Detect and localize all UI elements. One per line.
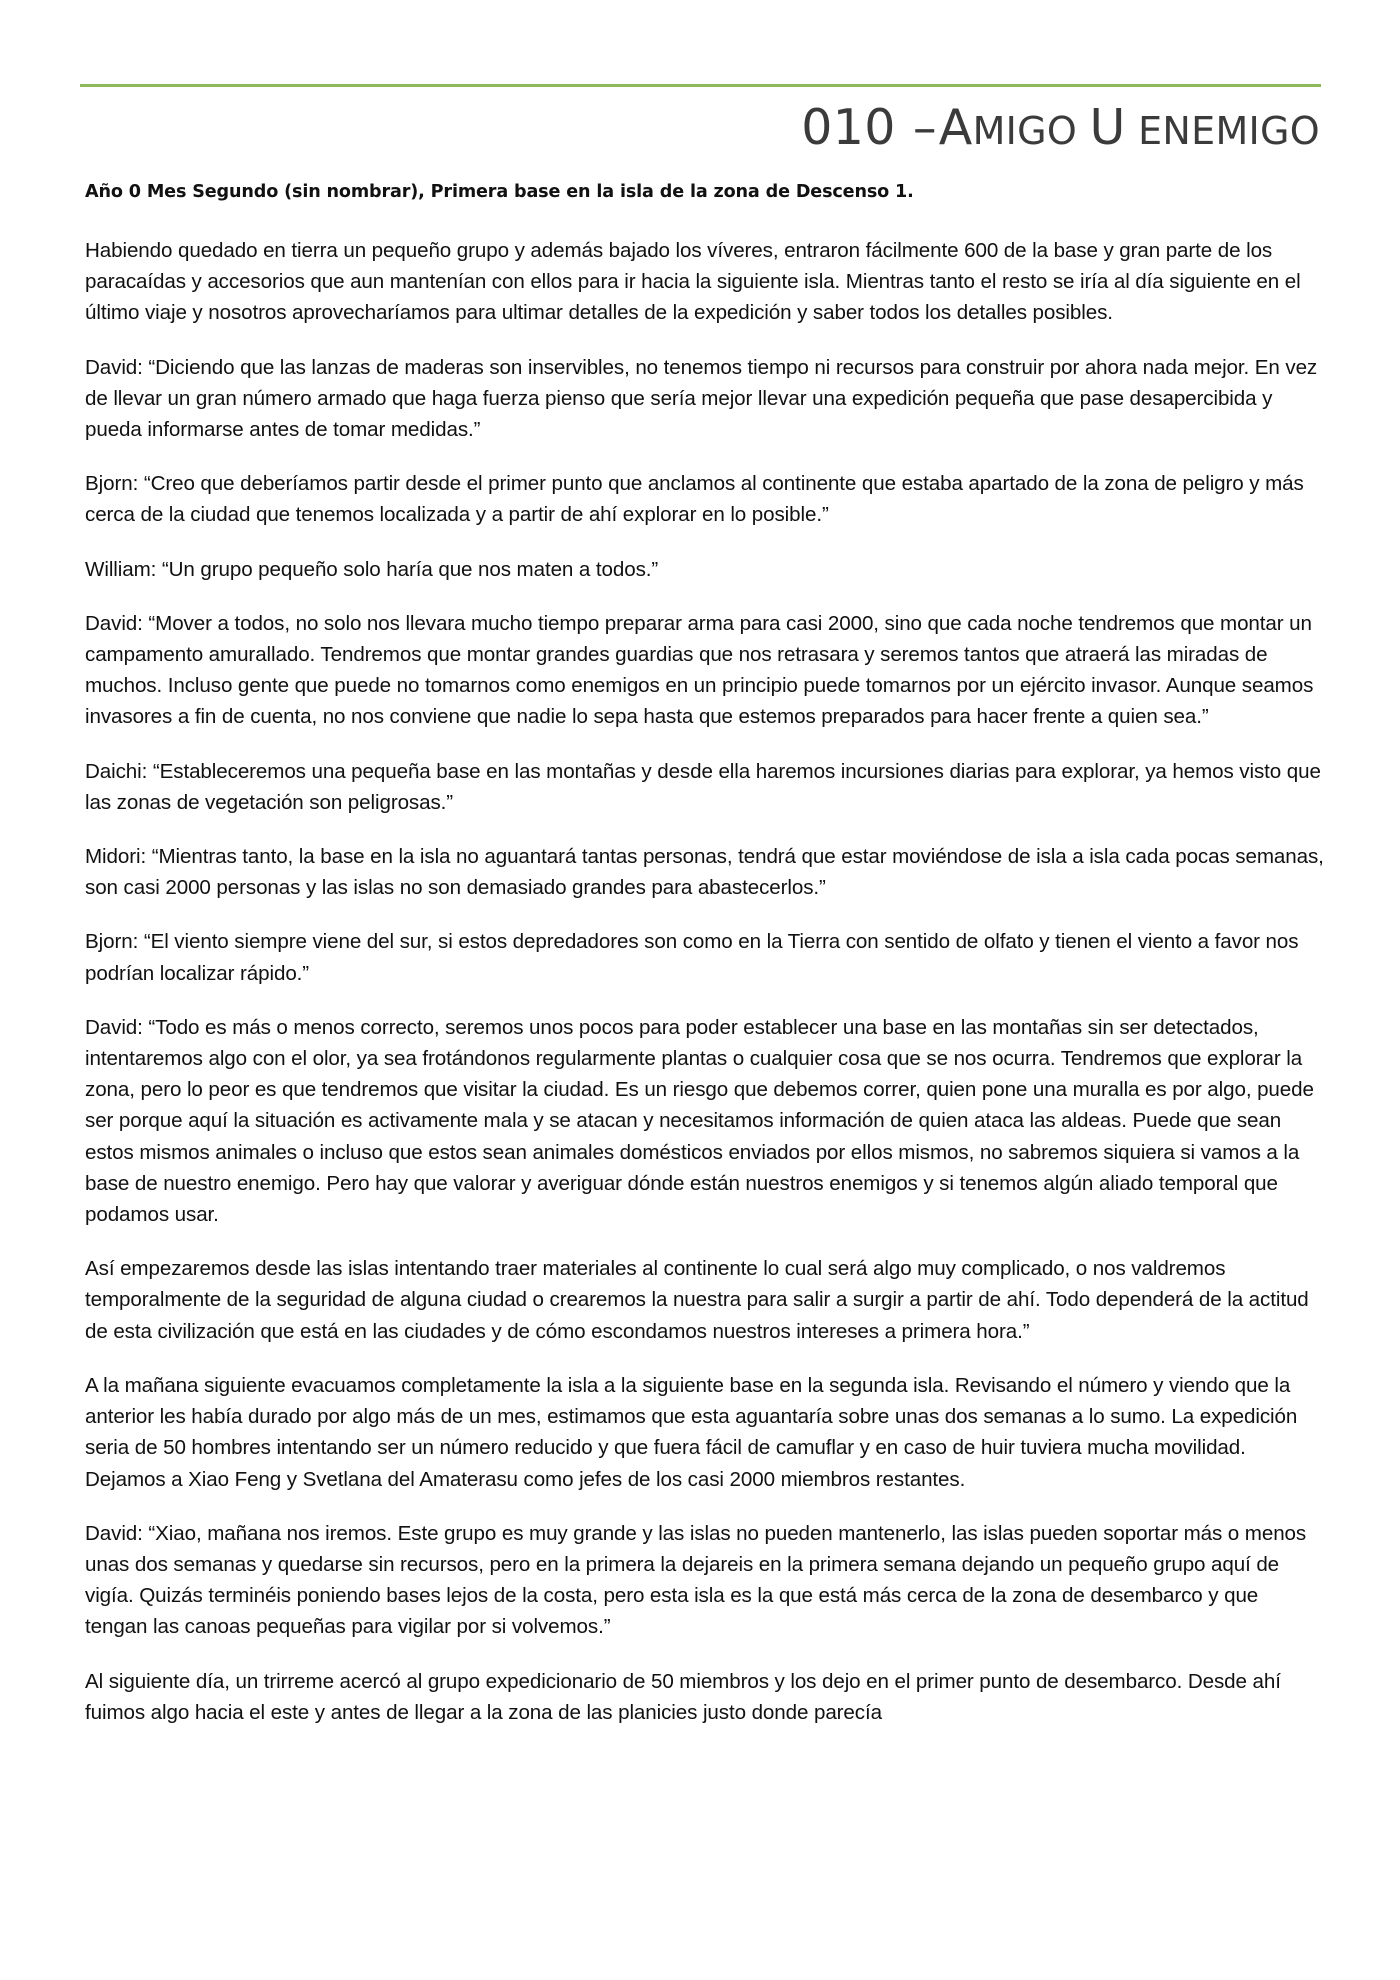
paragraph: David: “Diciendo que las lanzas de maderas son inservibles, no tenemos tiempo ni recursos para construir por ahora nada mejor. En vez de llevar un gran número armado que haga fuerza pienso que sería mejor llevar una expedición pequeña que pase desapercibida y pueda informarse antes de tomar medidas.” bbox=[85, 355, 1318, 442]
title-word-1: MIGO bbox=[972, 109, 1090, 153]
chapter-subtitle: Año 0 Mes Segundo (sin nombrar), Primera base en la isla de la zona de Descenso 1. bbox=[85, 182, 914, 202]
title-initial: A bbox=[938, 99, 973, 156]
title-word-2: U bbox=[1089, 99, 1126, 156]
paragraph: David: “Xiao, mañana nos iremos. Este grupo es muy grande y las islas no pueden mantenerlo, las islas pueden soportar más o menos unas dos semanas y quedarse sin recursos, pero en la primera la dejareis en la primera semana dejando un pequeño grupo aquí de vigía. Quizás terminéis poniendo bases lejos de la costa, pero esta isla es la que está más cerca de la zona de desembarco y que tengan las canoas pequeñas para vigilar por si volvemos.” bbox=[85, 1521, 1307, 1639]
paragraph: Habiendo quedado en tierra un pequeño grupo y además bajado los víveres, entraron fácilmente 600 de la base y gran parte de los paracaídas y accesorios que aun mantenían con ellos para ir hacia la siguiente isla. Mientras tanto el resto se iría al día siguiente en el último viaje y nosotros aprovecharíamos para ultimar detalles de la expedición y saber todos los detalles posibles. bbox=[85, 239, 1301, 325]
paragraph: Bjorn: “Creo que deberíamos partir desde el primer punto que anclamos al continente que estaba apartado de la zona de peligro y más cerca de la ciudad que tenemos localizada y a partir de ahí explorar en lo posible.” bbox=[85, 472, 1304, 527]
paragraph: David: “Mover a todos, no solo nos llevara mucho tiempo preparar arma para casi 2000, sino que cada noche tendremos que montar un campamento amurallado. Tendremos que montar grandes guardias que nos retrasara y seremos tantos que atraerá las miradas de muchos. Incluso gente que puede no tomarnos como enemigos en un principio puede tomarnos por un ejército invasor. Aunque seamos invasores a fin de cuenta, no nos conviene que nadie lo sepa hasta que estemos preparados para hacer frente a quien sea.” bbox=[85, 611, 1314, 729]
header-rule bbox=[80, 84, 1321, 87]
paragraph: Daichi: “Estableceremos una pequeña base en las montañas y desde ella haremos incursiones diarias para explorar, ya hemos visto que las zonas de vegetación son peligrosas.” bbox=[85, 759, 1321, 814]
paragraph: David: “Todo es más o menos correcto, seremos unos pocos para poder establecer una base en las montañas sin ser detectados, intentaremos algo con el olor, ya sea frotándonos regularmente plantas o cualquier cosa que se nos ocurra. Tendremos que explorar la zona, pero lo peor es que tendremos que visitar la ciudad. Es un riesgo que debemos correr, quien pone una muralla es por algo, puede ser porque aquí la situación es activamente mala y se atacan y necesitamos información de quien ataca las aldeas. Puede que sean estos mismos animales o incluso que estos sean animales domésticos enviados por ellos mismos, no sabremos siquiera si vamos a la base de nuestro enemigo. Pero hay que valorar y averiguar dónde están nuestros enemigos y si tenemos algún aliado temporal que podamos usar. bbox=[85, 1015, 1314, 1227]
paragraph: Bjorn: “El viento siempre viene del sur, si estos depredadores son como en la Tierra con sentido de olfato y tienen el viento a favor nos podrían localizar rápido.” bbox=[85, 930, 1299, 985]
title-space bbox=[1126, 109, 1138, 153]
paragraph: A la mañana siguiente evacuamos completamente la isla a la siguiente base en la segunda isla. Revisando el número y viendo que la anterior les había durado por algo más de un mes, estimamos que esta aguantaría sobre unas dos semanas a lo sumo. La expedición seria de 50 hombres intentando ser un número reducido y que fuera fácil de camuflar y en caso de huir tuviera mucha movilidad. Dejamos a Xiao Feng y Svetlana del Amaterasu como jefes de los casi 2000 miembros restantes. bbox=[85, 1373, 1298, 1491]
paragraph: Al siguiente día, un trirreme acercó al grupo expedicionario de 50 miembros y los dejo en el primer punto de desembarco. Desde ahí fuimos algo hacia el este y antes de llegar a la zona de las planicies justo donde parecía bbox=[85, 1669, 1281, 1724]
title-word-3: ENEMIGO bbox=[1138, 109, 1320, 153]
chapter-number: 010 bbox=[801, 99, 896, 156]
body-text bbox=[85, 235, 1325, 1751]
title-dash: – bbox=[912, 101, 937, 156]
chapter-title bbox=[801, 98, 1320, 161]
paragraph: Así empezaremos desde las islas intentando traer materiales al continente lo cual será algo muy complicado, o nos valdremos temporalmente de la seguridad de alguna ciudad o crearemos la nuestra para salir a surgir a partir de ahí. Todo dependerá de la actitud de esta civilización que está en las ciudades y de cómo escondamos nuestros intereses a primera hora.” bbox=[85, 1257, 1309, 1343]
paragraph: Midori: “Mientras tanto, la base en la isla no aguantará tantas personas, tendrá que estar moviéndose de isla a isla cada pocas semanas, son casi 2000 personas y las islas no son demasiado grandes para abastecerlos.” bbox=[85, 845, 1324, 900]
paragraph: William: “Un grupo pequeño solo haría que nos maten a todos.” bbox=[85, 557, 659, 581]
